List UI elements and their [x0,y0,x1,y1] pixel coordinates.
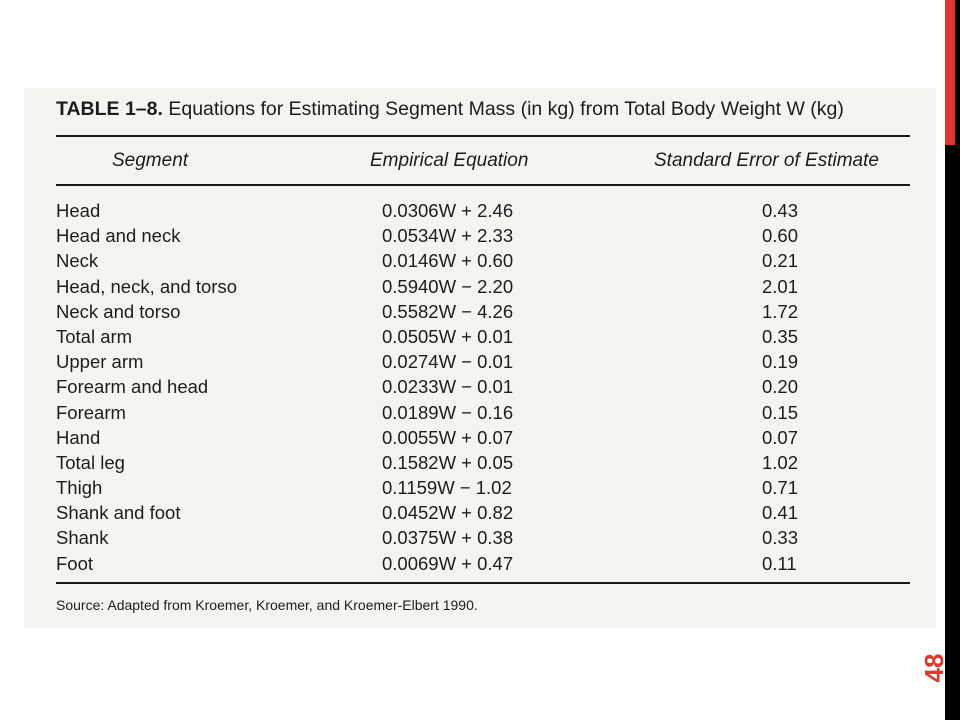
table-row [56,402,916,427]
equation-cell: 0.0375W + 0.38 [382,527,514,549]
table-image [24,88,936,628]
segment-cell: Forearm [56,401,126,423]
segment-cell: Total leg [56,451,125,473]
error-cell: 0.19 [762,351,799,373]
table-row [56,301,916,326]
table-body [56,200,916,578]
error-cell: 0.15 [762,401,799,423]
equation-cell: 0.0069W + 0.47 [382,552,514,574]
segment-cell: Neck and torso [56,300,181,322]
segment-cell: Foot [56,552,94,574]
equation-cell: 0.0306W + 2.46 [382,200,514,221]
table-title-text: Equations for Estimating Segment Mass (in kg) from Total Body Weight W (kg) [168,98,844,120]
segment-cell: Shank and foot [56,502,181,524]
table-source-note: Source: Adapted from Kroemer, Kroemer, and Kroemer-Elbert 1990. [56,597,478,613]
error-cell: 2.01 [762,275,799,297]
table-row [56,527,916,552]
table-header-rule [56,184,910,186]
equation-cell: 0.1582W + 0.05 [382,451,514,473]
segment-cell: Upper arm [56,351,144,373]
table-row [56,553,916,578]
segment-cell: Thigh [56,477,103,499]
equation-cell: 0.0534W + 2.33 [382,225,514,247]
column-header-segment: Segment [112,150,189,171]
error-cell: 0.20 [762,376,799,398]
equation-cell: 0.0055W + 0.07 [382,426,514,448]
table-row [56,502,916,527]
table-row [56,376,916,401]
table-row [56,477,916,502]
table-row [56,326,916,351]
error-cell: 1.02 [762,451,799,473]
segment-cell: Hand [56,426,101,448]
error-cell: 0.41 [762,502,799,524]
segment-cell: Head [56,200,101,221]
table-top-rule [56,135,910,137]
error-cell: 0.07 [762,426,799,448]
equation-cell: 0.0146W + 0.60 [382,250,514,272]
equation-cell: 0.0233W − 0.01 [382,376,514,398]
table-row [56,427,916,452]
error-cell: 0.43 [762,200,799,221]
equation-cell: 0.1159W − 1.02 [382,477,512,499]
equation-cell: 0.0452W + 0.82 [382,502,514,524]
error-cell: 0.11 [762,552,797,574]
table-row [56,250,916,275]
equation-cell: 0.0189W − 0.16 [382,401,514,423]
table-row [56,225,916,250]
equation-cell: 0.0274W − 0.01 [382,351,514,373]
error-cell: 1.72 [762,300,799,322]
slide-side-accent [945,0,955,145]
segment-cell: Head, neck, and torso [56,275,237,297]
segment-cell: Forearm and head [56,376,209,398]
segment-cell: Total arm [56,325,133,347]
equation-cell: 0.5582W − 4.26 [382,300,514,322]
table-row [56,276,916,301]
error-cell: 0.35 [762,325,799,347]
error-cell: 0.60 [762,225,799,247]
segment-cell: Neck [56,250,99,272]
column-header-error: Standard Error of Estimate [654,150,879,171]
table-row [56,452,916,477]
table-row [56,351,916,376]
segment-cell: Head and neck [56,225,181,247]
table-title [56,98,916,121]
column-header-equation: Empirical Equation [370,150,529,171]
equation-cell: 0.5940W − 2.20 [382,275,514,297]
slide-page-number: 48 [918,653,949,683]
error-cell: 0.33 [762,527,799,549]
segment-cell: Shank [56,527,109,549]
table-row [56,200,916,225]
error-cell: 0.71 [762,477,799,499]
equation-cell: 0.0505W + 0.01 [382,325,514,347]
table-bottom-rule [56,582,910,584]
table-number: TABLE 1–8. [56,98,163,120]
error-cell: 0.21 [762,250,799,272]
